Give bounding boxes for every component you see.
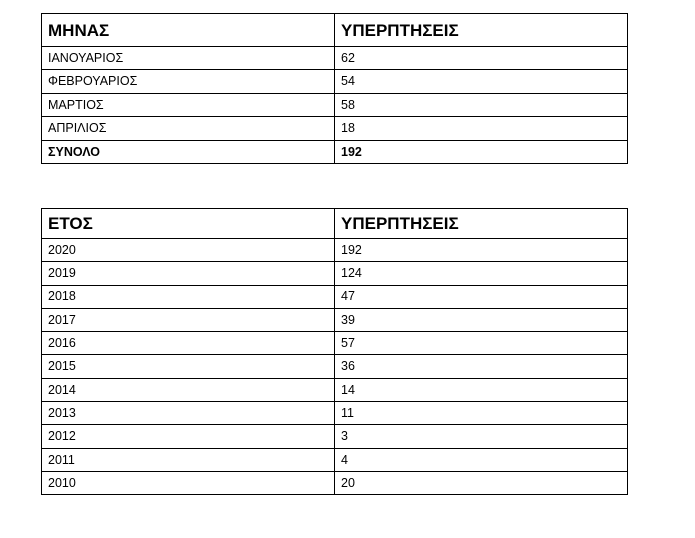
months-table <box>41 13 628 164</box>
table-row <box>42 471 628 494</box>
table-row <box>42 70 628 93</box>
overflights-cell: 57 <box>335 332 628 355</box>
overflights-cell: 14 <box>335 378 628 401</box>
column-header-year: ΕΤΟΣ <box>42 209 335 239</box>
table-row <box>42 332 628 355</box>
column-header-month: ΜΗΝΑΣ <box>42 14 335 47</box>
table-row <box>42 402 628 425</box>
year-cell: 2019 <box>42 262 335 285</box>
overflights-cell: 62 <box>335 47 628 70</box>
year-cell: 2014 <box>42 378 335 401</box>
table-header-row <box>42 209 628 239</box>
overflights-cell: 11 <box>335 402 628 425</box>
total-label: ΣΥΝΟΛΟ <box>42 140 335 163</box>
year-cell: 2015 <box>42 355 335 378</box>
table-row <box>42 425 628 448</box>
table-row <box>42 285 628 308</box>
table-row <box>42 117 628 140</box>
year-cell: 2013 <box>42 402 335 425</box>
year-cell: 2017 <box>42 308 335 331</box>
overflights-cell: 20 <box>335 471 628 494</box>
overflights-cell: 124 <box>335 262 628 285</box>
table-header-row <box>42 14 628 47</box>
overflights-cell: 58 <box>335 93 628 116</box>
month-cell: ΑΠΡΙΛΙΟΣ <box>42 117 335 140</box>
table-row <box>42 355 628 378</box>
total-row <box>42 140 628 163</box>
year-cell: 2020 <box>42 239 335 262</box>
column-header-overflights: ΥΠΕΡΠΤΗΣΕΙΣ <box>335 14 628 47</box>
overflights-cell: 3 <box>335 425 628 448</box>
total-value: 192 <box>335 140 628 163</box>
years-table <box>41 208 628 495</box>
year-cell: 2010 <box>42 471 335 494</box>
overflights-cell: 192 <box>335 239 628 262</box>
year-cell: 2016 <box>42 332 335 355</box>
table-row <box>42 308 628 331</box>
overflights-cell: 47 <box>335 285 628 308</box>
overflights-cell: 18 <box>335 117 628 140</box>
year-cell: 2012 <box>42 425 335 448</box>
year-cell: 2018 <box>42 285 335 308</box>
table-row <box>42 448 628 471</box>
year-cell: 2011 <box>42 448 335 471</box>
table-row <box>42 47 628 70</box>
overflights-cell: 4 <box>335 448 628 471</box>
overflights-cell: 39 <box>335 308 628 331</box>
column-header-overflights: ΥΠΕΡΠΤΗΣΕΙΣ <box>335 209 628 239</box>
table-row <box>42 378 628 401</box>
month-cell: ΦΕΒΡΟΥΑΡΙΟΣ <box>42 70 335 93</box>
overflights-cell: 36 <box>335 355 628 378</box>
overflights-cell: 54 <box>335 70 628 93</box>
month-cell: ΜΑΡΤΙΟΣ <box>42 93 335 116</box>
month-cell: ΙΑΝΟΥΑΡΙΟΣ <box>42 47 335 70</box>
table-row <box>42 239 628 262</box>
table-row <box>42 93 628 116</box>
table-row <box>42 262 628 285</box>
